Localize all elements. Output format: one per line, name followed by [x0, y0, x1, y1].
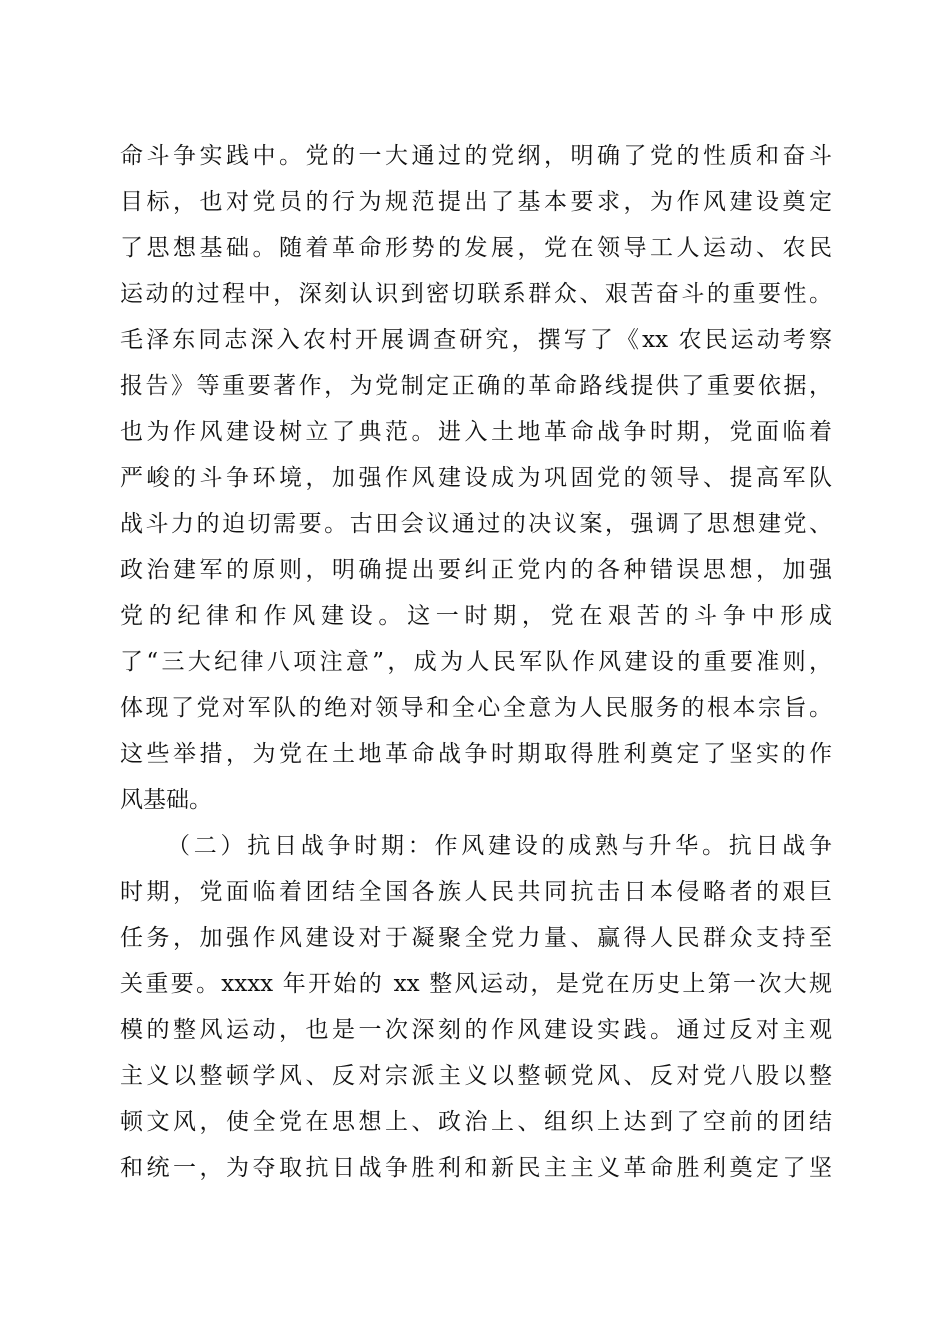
text-line: 主义以整顿学风、反对宗派主义以整顿党风、反对党八股以整: [120, 1063, 832, 1089]
text-line: 报告》等重要著作，为党制定正确的革命路线提供了重要依据，: [120, 373, 832, 399]
text-line: 战斗力的迫切需要。古田会议通过的决议案，强调了思想建党、: [120, 511, 832, 537]
document-body: [120, 133, 832, 1191]
text-line: 命斗争实践中。党的一大通过的党纲，明确了党的性质和奋斗: [120, 143, 832, 169]
text-line: 也为作风建设树立了典范。进入土地革命战争时期，党面临着: [120, 419, 832, 445]
section-heading-line: （二）抗日战争时期：作风建设的成熟与升华。抗日战争: [167, 833, 832, 859]
paragraph-1: [120, 133, 832, 823]
text-line: 政治建军的原则，明确提出要纠正党内的各种错误思想，加强: [120, 557, 832, 583]
text-line: 顿文风，使全党在思想上、政治上、组织上达到了空前的团结: [120, 1109, 832, 1135]
text-line: 了“三大纪律八项注意”，成为人民军队作风建设的重要准则，: [120, 649, 832, 675]
text-line: 关重要。xxxx 年开始的 xx 整风运动，是党在历史上第一次大规: [120, 971, 832, 997]
text-line: 时期，党面临着团结全国各族人民共同抗击日本侵略者的艰巨: [120, 879, 832, 905]
text-line: 体现了党对军队的绝对领导和全心全意为人民服务的根本宗旨。: [120, 695, 832, 721]
text-line: 目标，也对党员的行为规范提出了基本要求，为作风建设奠定: [120, 189, 832, 215]
text-line: 模的整风运动，也是一次深刻的作风建设实践。通过反对主观: [120, 1017, 832, 1043]
text-line: 和统一，为夺取抗日战争胜利和新民主主义革命胜利奠定了坚: [120, 1155, 832, 1181]
text-line: 严峻的斗争环境，加强作风建设成为巩固党的领导、提高军队: [120, 465, 832, 491]
text-line: 风基础。: [120, 787, 212, 813]
text-line: 这些举措，为党在土地革命战争时期取得胜利奠定了坚实的作: [120, 741, 832, 767]
text-line: 了思想基础。随着革命形势的发展，党在领导工人运动、农民: [120, 235, 832, 261]
text-line: 毛泽东同志深入农村开展调查研究，撰写了《xx 农民运动考察: [120, 327, 832, 353]
text-line: 运动的过程中，深刻认识到密切联系群众、艰苦奋斗的重要性。: [120, 281, 832, 307]
text-line: 任务，加强作风建设对于凝聚全党力量、赢得人民群众支持至: [120, 925, 832, 951]
paragraph-2: [120, 823, 832, 1191]
text-line: 党的纪律和作风建设。这一时期，党在艰苦的斗争中形成: [120, 603, 832, 629]
